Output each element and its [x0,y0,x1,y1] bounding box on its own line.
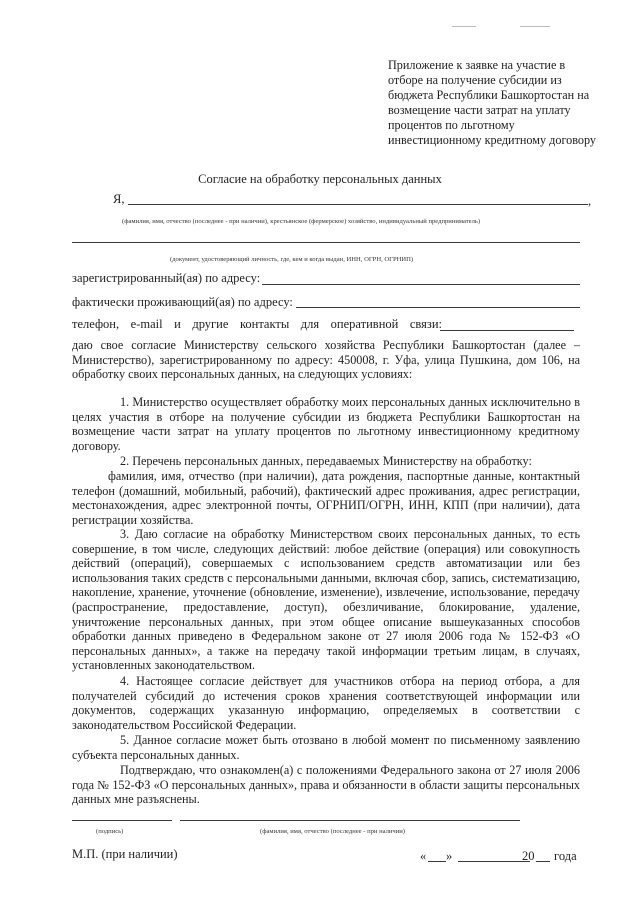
hint-fullname: (фамилия, имя, отчество (последнее - при наличии) [260,828,405,835]
registered-label: зарегистрированный(ая) по адресу: [72,271,261,285]
appendix-note: Приложение к заявке на участие в отборе на получение субсидии из бюджета Республики Башкортостан на возмещение части затрат на уплату процентов по льготному инвестиционному кредитному договору [388,58,597,147]
name-field-line[interactable] [128,204,588,205]
i-end-comma: , [588,194,592,208]
hint-signature: (подпись) [96,828,124,835]
item-5: 5. Данное согласие может быть отозвано в любой момент по письменному заявлению субъекта персональных данных. [72,733,580,762]
contacts-line[interactable] [440,330,574,331]
contacts-label: телефон, e-mail и другие контакты для оперативной связи: [72,317,442,331]
consent-paragraph: даю свое согласие Министерству сельского хозяйства Республики Башкортостан (далее – Министерство), зарегистрированному по адресу: 450008, г. Уфа, улица Пушкина, дом 106, на обработку своих персональных данных, на следующих условиях: [72,338,580,382]
date-day-line[interactable] [428,861,446,862]
document-field-line[interactable] [72,242,580,243]
item-3: 3. Даю согласие на обработку Министерством своих персональных данных, то есть совершение, в том числе, следующих действий: любое действие (операция) или совокупность действий (операций), совершаемых с использованием средств автоматизации или без использования таких средств с персональными данными, включая сбор, запись, систематизацию, накопление, хранение, уточнение (обновление, изменение), извлечение, использование, передачу (распространение, предоставление, доступ), обезличивание, блокирование, удаление, уничтожение персональных данных, при этом общее описание вышеуказанных способов обработки данных приведено в Федеральном законе от 27 июля 2006 года № 152-ФЗ «О персональных данных», а также на передачу такой информации третьим лицам, в случаях, установленных законодательством. [72,527,580,673]
date-year-prefix: 20 [522,849,535,863]
signature-line[interactable] [72,820,172,821]
item-2-head: 2. Перечень персональных данных, передаваемых Министерству на обработку: [120,454,532,468]
stamp-label: М.П. (при наличии) [72,847,178,861]
hint-name: (фамилия, имя, отчество (последнее - при наличии), крестьянское (фермерское) хозяйство, индивидуальный предприниматель) [122,218,481,225]
registered-address-line[interactable] [262,284,580,285]
i-label: Я, [113,192,125,206]
item-2-body: фамилия, имя, отчество (при наличии), дата рождения, паспортные данные, контактный телефон (домашний, мобильный, рабочий), фактический адрес проживания, адрес регистрации, местонахождения, адрес электронной почты, ОГРНИП/ОГРН, ИНН, КПП (при наличии), дата регистрации хозяйства. [72,469,580,527]
scan-mark [452,26,476,27]
date-close-quote: » [446,849,453,863]
hint-document: (документ, удостоверяющий личность, где, кем и когда выдан, ИНН, ОГРН, ОГРНИП) [170,256,414,263]
date-open-quote: « [420,849,427,863]
confirmation-paragraph: Подтверждаю, что ознакомлен(а) с положениями Федерального закона от 27 июля 2006 года № 152-ФЗ «О персональных данных», права и обязанности в области защиты персональных данных мне разъяснены. [72,763,580,807]
residing-address-line[interactable] [296,307,580,308]
item-1: 1. Министерство осуществляет обработку моих персональных данных исключительно в целях участия в отборе на получение субсидии из бюджета Республики Башкортостан на возмещение части затрат на уплату процентов по льготному инвестиционному кредитному договору. [72,395,580,453]
scan-mark [520,26,550,27]
residing-label: фактически проживающий(ая) по адресу: [72,295,293,309]
date-year-suffix: года [554,849,577,863]
page-title: Согласие на обработку персональных данных [198,172,442,186]
date-year-line[interactable] [536,861,550,862]
date-month-line[interactable] [458,861,530,862]
item-4: 4. Настоящее согласие действует для участников отбора на период отбора, а для получателей субсидий до истечения сроков хранения соответствующей информации или документов, содержащих указанную информацию, определяемых в соответствии с законодательством Российской Федерации. [72,674,580,732]
fullname-line[interactable] [180,820,520,821]
